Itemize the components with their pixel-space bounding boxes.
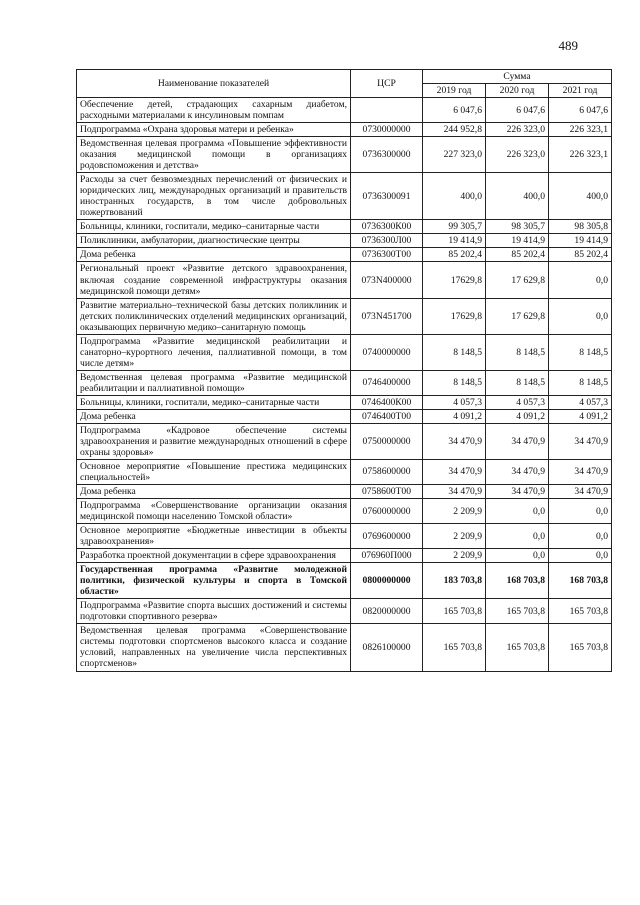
row-value-2020: 34 470,9 [486, 459, 549, 484]
table-row [77, 334, 612, 370]
row-value-2021: 34 470,9 [549, 423, 612, 459]
row-name: Основное мероприятие «Повышение престижа медицинских специальностей» [77, 459, 351, 484]
table-row [77, 137, 612, 173]
table-row [77, 499, 612, 524]
row-name: Дома ребенка [77, 248, 351, 262]
row-name: Основное мероприятие «Бюджетные инвестиции в объекты здравоохранения» [77, 524, 351, 549]
row-value-2021: 19 414,9 [549, 234, 612, 248]
table-row [77, 262, 612, 298]
row-value-2021: 4 057,3 [549, 395, 612, 409]
budget-table [76, 69, 612, 672]
row-value-2019: 4 091,2 [423, 409, 486, 423]
row-code: 0746400000 [351, 370, 423, 395]
row-code: 0800000000 [351, 563, 423, 599]
row-code: 0760000000 [351, 499, 423, 524]
row-value-2020: 8 148,5 [486, 370, 549, 395]
row-code: 0736300000 [351, 137, 423, 173]
header-name: Наименование показателей [77, 70, 351, 98]
row-code: 073N451700 [351, 298, 423, 334]
page-number: 489 [558, 38, 578, 53]
row-name: Поликлиники, амбулатории, диагностические центры [77, 234, 351, 248]
row-name: Подпрограмма «Совершенствование организации оказания медицинской помощи населению Томской области» [77, 499, 351, 524]
row-value-2019: 165 703,8 [423, 599, 486, 624]
row-value-2020: 4 091,2 [486, 409, 549, 423]
row-code: 0730000000 [351, 123, 423, 137]
row-value-2021: 0,0 [549, 549, 612, 563]
table-row [77, 248, 612, 262]
table-row [77, 423, 612, 459]
table-row [77, 395, 612, 409]
header-year-2019: 2019 год [423, 84, 486, 98]
row-name: Больницы, клиники, госпитали, медико–санитарные части [77, 220, 351, 234]
row-name: Ведомственная целевая программа «Совершенствование системы подготовки спортсменов высокого класса и создание условий, направленных на увеличение числа перспективных спортсменов» [77, 624, 351, 671]
row-code: 0746400Т00 [351, 409, 423, 423]
row-value-2019: 165 703,8 [423, 624, 486, 671]
row-code: 076960П000 [351, 549, 423, 563]
table-row [77, 524, 612, 549]
row-code: 0758600Т00 [351, 485, 423, 499]
row-code: 0740000000 [351, 334, 423, 370]
row-value-2020: 17 629,8 [486, 262, 549, 298]
row-name: Региональный проект «Развитие детского здравоохранения, включая создание современной инфраструктуры оказания медицинской помощи детям» [77, 262, 351, 298]
table-row [77, 485, 612, 499]
row-name: Подпрограмма «Охрана здоровья матери и ребенка» [77, 123, 351, 137]
row-name: Развитие материально–технической базы детских поликлиник и детских поликлинических отделений медицинских организаций, оказывающих первичную медико–санитарную помощь [77, 298, 351, 334]
row-name: Подпрограмма «Развитие спорта высших достижений и системы подготовки спортивного резерва» [77, 599, 351, 624]
table-row [77, 173, 612, 220]
row-name: Расходы за счет безвозмездных перечислений от физических и юридических лиц, международных организаций и правительств иностранных государств, в том числе добровольных пожертвований [77, 173, 351, 220]
row-code: 0736300Т00 [351, 248, 423, 262]
table-row [77, 459, 612, 484]
row-value-2019: 8 148,5 [423, 370, 486, 395]
header-row [77, 70, 612, 84]
table-row [77, 298, 612, 334]
row-name: Больницы, клиники, госпитали, медико–санитарные части [77, 395, 351, 409]
row-value-2020: 34 470,9 [486, 485, 549, 499]
row-name: Дома ребенка [77, 485, 351, 499]
row-value-2019: 183 703,8 [423, 563, 486, 599]
row-value-2021: 226 323,1 [549, 123, 612, 137]
row-value-2021: 165 703,8 [549, 624, 612, 671]
row-value-2021: 4 091,2 [549, 409, 612, 423]
table-row [77, 599, 612, 624]
row-value-2020: 17 629,8 [486, 298, 549, 334]
header-year-2021: 2021 год [549, 84, 612, 98]
row-value-2019: 19 414,9 [423, 234, 486, 248]
header-year-2020: 2020 год [486, 84, 549, 98]
table-row [77, 220, 612, 234]
row-value-2019: 85 202,4 [423, 248, 486, 262]
row-value-2019: 2 209,9 [423, 549, 486, 563]
row-value-2019: 34 470,9 [423, 459, 486, 484]
row-code: 0820000000 [351, 599, 423, 624]
row-value-2021: 165 703,8 [549, 599, 612, 624]
row-value-2021: 34 470,9 [549, 485, 612, 499]
row-value-2020: 8 148,5 [486, 334, 549, 370]
row-value-2020: 85 202,4 [486, 248, 549, 262]
row-value-2021: 168 703,8 [549, 563, 612, 599]
header-sum: Сумма [423, 70, 612, 84]
row-name: Ведомственная целевая программа «Повышение эффективности оказания медицинской помощи в организациях родовспоможения и детства» [77, 137, 351, 173]
header-code: ЦСР [351, 70, 423, 98]
row-code: 0769600000 [351, 524, 423, 549]
row-name: Обеспечение детей, страдающих сахарным диабетом, расходными материалами к инсулиновым помпам [77, 98, 351, 123]
row-value-2019: 17629,8 [423, 262, 486, 298]
table-row [77, 624, 612, 671]
row-value-2020: 168 703,8 [486, 563, 549, 599]
table-row [77, 370, 612, 395]
row-value-2020: 0,0 [486, 549, 549, 563]
row-value-2020: 226 323,0 [486, 137, 549, 173]
row-value-2020: 19 414,9 [486, 234, 549, 248]
row-code: 0746400К00 [351, 395, 423, 409]
row-code [351, 98, 423, 123]
row-value-2019: 2 209,9 [423, 524, 486, 549]
table-row [77, 123, 612, 137]
table-row [77, 234, 612, 248]
row-name: Ведомственная целевая программа «Развитие медицинской реабилитации и паллиативной помощи» [77, 370, 351, 395]
row-value-2020: 34 470,9 [486, 423, 549, 459]
row-value-2019: 227 323,0 [423, 137, 486, 173]
row-value-2021: 226 323,1 [549, 137, 612, 173]
row-value-2021: 400,0 [549, 173, 612, 220]
row-value-2019: 400,0 [423, 173, 486, 220]
row-value-2021: 0,0 [549, 524, 612, 549]
row-value-2021: 0,0 [549, 298, 612, 334]
row-code: 0736300091 [351, 173, 423, 220]
table-row [77, 98, 612, 123]
row-value-2020: 400,0 [486, 173, 549, 220]
row-value-2020: 165 703,8 [486, 624, 549, 671]
table-row [77, 549, 612, 563]
row-value-2020: 165 703,8 [486, 599, 549, 624]
row-name: Государственная программа «Развитие молодежной политики, физической культуры и спорта в Томской области» [77, 563, 351, 599]
row-code: 0736300К00 [351, 220, 423, 234]
row-value-2019: 17629,8 [423, 298, 486, 334]
table-row [77, 563, 612, 599]
row-value-2020: 0,0 [486, 524, 549, 549]
row-name: Подпрограмма «Развитие медицинской реабилитации и санаторно–курортного лечения, паллиативной помощи, в том числе детям» [77, 334, 351, 370]
row-value-2019: 34 470,9 [423, 423, 486, 459]
row-value-2019: 34 470,9 [423, 485, 486, 499]
row-code: 0750000000 [351, 423, 423, 459]
row-value-2020: 6 047,6 [486, 98, 549, 123]
row-code: 0758600000 [351, 459, 423, 484]
row-value-2019: 2 209,9 [423, 499, 486, 524]
row-name: Дома ребенка [77, 409, 351, 423]
row-value-2021: 6 047,6 [549, 98, 612, 123]
row-value-2021: 8 148,5 [549, 370, 612, 395]
row-value-2020: 4 057,3 [486, 395, 549, 409]
row-value-2021: 0,0 [549, 499, 612, 524]
row-name: Разработка проектной документации в сфере здравоохранения [77, 549, 351, 563]
row-code: 0826100000 [351, 624, 423, 671]
row-value-2020: 98 305,7 [486, 220, 549, 234]
row-value-2019: 244 952,8 [423, 123, 486, 137]
row-value-2021: 8 148,5 [549, 334, 612, 370]
row-name: Подпрограмма «Кадровое обеспечение системы здравоохранения и развитие международных отношений в сфере охраны здоровья» [77, 423, 351, 459]
row-value-2020: 226 323,0 [486, 123, 549, 137]
row-value-2019: 8 148,5 [423, 334, 486, 370]
row-value-2019: 99 305,7 [423, 220, 486, 234]
row-value-2021: 0,0 [549, 262, 612, 298]
row-value-2021: 85 202,4 [549, 248, 612, 262]
row-value-2020: 0,0 [486, 499, 549, 524]
row-value-2021: 98 305,8 [549, 220, 612, 234]
table-body [77, 98, 612, 671]
row-code: 073N400000 [351, 262, 423, 298]
row-value-2019: 6 047,6 [423, 98, 486, 123]
row-value-2019: 4 057,3 [423, 395, 486, 409]
row-value-2021: 34 470,9 [549, 459, 612, 484]
table-row [77, 409, 612, 423]
row-code: 0736300Л00 [351, 234, 423, 248]
